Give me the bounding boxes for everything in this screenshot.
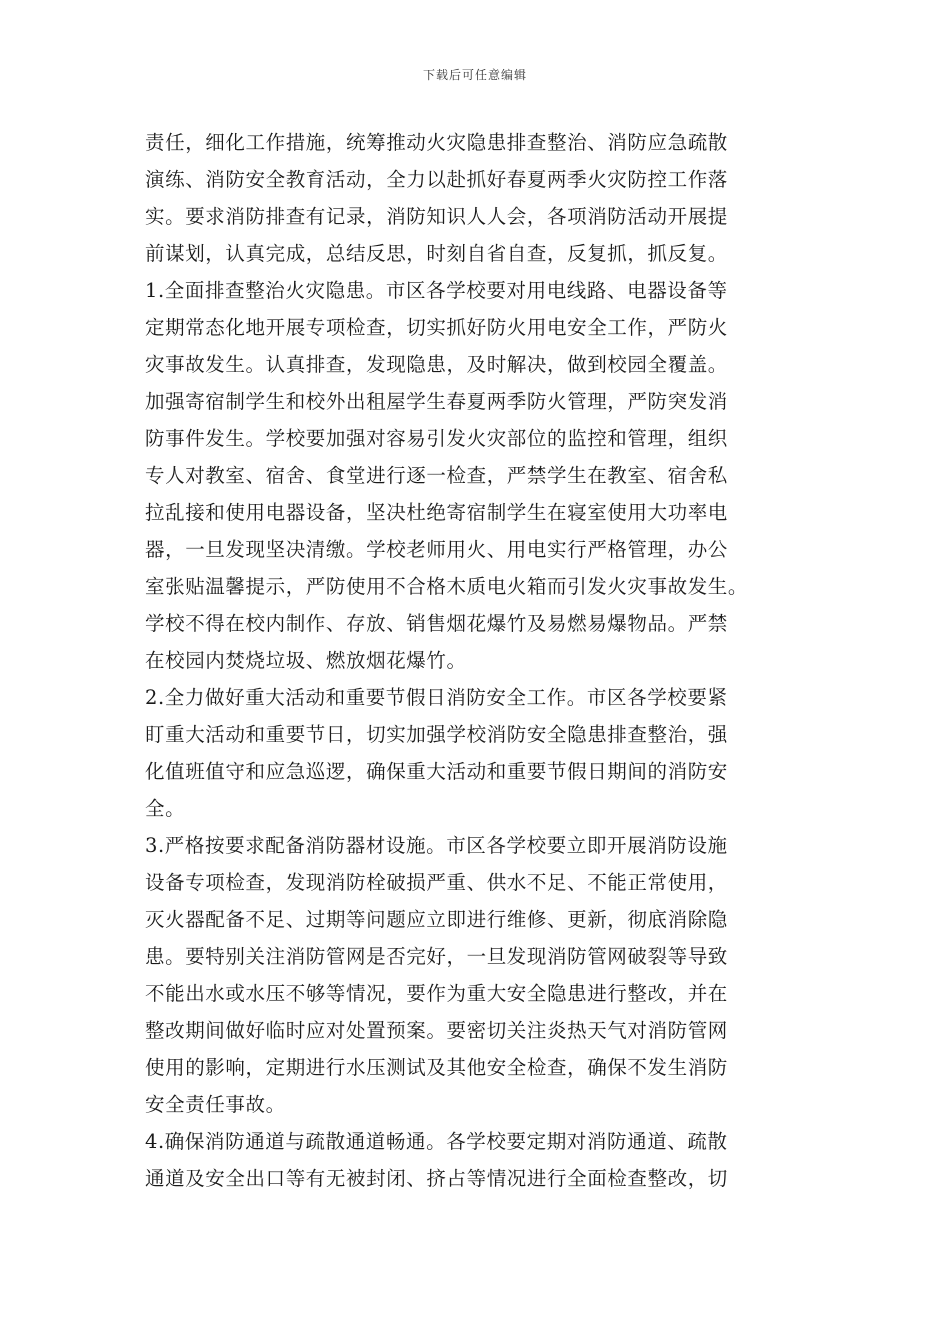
text-line: 拉乱接和使用电器设备，坚决杜绝寄宿制学生在寝室使用大功率电	[145, 501, 728, 524]
text-line: 盯重大活动和重要节日，切实加强学校消防安全隐患排查整治，强	[145, 723, 728, 746]
text-line: 灭火器配备不足、过期等问题应立即进行维修、更新，彻底消除隐	[145, 908, 728, 931]
text-line: 器，一旦发现坚决清缴。学校老师用火、用电实行严格管理，办公	[145, 538, 728, 561]
text-line: 专人对教室、宿舍、食堂进行逐一检查，严禁学生在教室、宿舍私	[145, 464, 728, 487]
text-line: 演练、消防安全教育活动，全力以赴抓好春夏两季火灾防控工作落	[145, 168, 728, 191]
text-line: 使用的影响，定期进行水压测试及其他安全检查，确保不发生消防	[145, 1056, 728, 1079]
text-line: 在校园内焚烧垃圾、燃放烟花爆竹。	[145, 649, 467, 672]
text-line: 设备专项检查，发现消防栓破损严重、供水不足、不能正常使用，	[145, 871, 728, 894]
section-4-heading-line: 4.确保消防通道与疏散通道畅通。各学校要定期对消防通道、疏散	[145, 1130, 728, 1153]
text-line: 灾事故发生。认真排查，发现隐患，及时解决，做到校园全覆盖。	[145, 353, 728, 376]
text-line: 学校不得在校内制作、存放、销售烟花爆竹及易燃易爆物品。严禁	[145, 612, 728, 635]
text-line: 实。要求消防排查有记录，消防知识人人会，各项消防活动开展提	[145, 205, 728, 228]
text-line: 整改期间做好临时应对处置预案。要密切关注炎热天气对消防管网	[145, 1019, 728, 1042]
text-line: 不能出水或水压不够等情况，要作为重大安全隐患进行整改，并在	[145, 982, 728, 1005]
text-line: 通道及安全出口等有无被封闭、挤占等情况进行全面检查整改，切	[145, 1167, 728, 1190]
text-line: 化值班值守和应急巡逻，确保重大活动和重要节假日期间的消防安	[145, 760, 728, 783]
text-line: 室张贴温馨提示，严防使用不合格木质电火箱而引发火灾事故发生。	[145, 575, 749, 598]
text-line: 责任，细化工作措施，统筹推动火灾隐患排查整治、消防应急疏散	[145, 131, 728, 154]
page-header-note: 下载后可任意编辑	[422, 68, 527, 82]
text-line: 患。要特别关注消防管网是否完好，一旦发现消防管网破裂等导致	[145, 945, 728, 968]
text-line: 全。	[145, 797, 186, 820]
text-line: 加强寄宿制学生和校外出租屋学生春夏两季防火管理，严防突发消	[145, 390, 728, 413]
section-1-heading-line: 1.全面排查整治火灾隐患。市区各学校要对用电线路、电器设备等	[145, 279, 728, 302]
section-2-heading-line: 2.全力做好重大活动和重要节假日消防安全工作。市区各学校要紧	[145, 686, 728, 709]
text-line: 前谋划，认真完成，总结反思，时刻自省自查，反复抓，抓反复。	[145, 242, 728, 265]
text-line: 防事件发生。学校要加强对容易引发火灾部位的监控和管理，组织	[145, 427, 728, 450]
section-3-heading-line: 3.严格按要求配备消防器材设施。市区各学校要立即开展消防设施	[145, 834, 728, 857]
document-body	[145, 124, 815, 1197]
text-line: 安全责任事故。	[145, 1093, 286, 1116]
text-line: 定期常态化地开展专项检查，切实抓好防火用电安全工作，严防火	[145, 316, 728, 339]
